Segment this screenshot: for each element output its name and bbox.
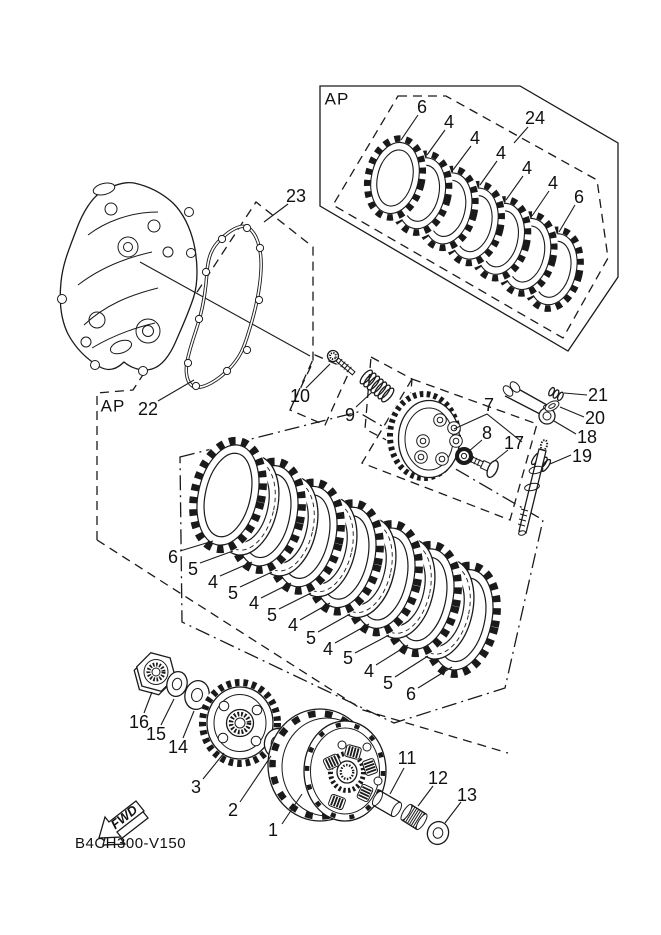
diagram-code: B4CH300-V150	[75, 835, 187, 852]
callout-11	[390, 748, 416, 794]
spring-pin	[548, 387, 565, 402]
leader-line	[355, 635, 389, 653]
callout-8	[468, 423, 492, 452]
part-number: 13	[456, 785, 478, 805]
part-number: 5	[382, 673, 394, 693]
part-number: 4	[521, 158, 533, 178]
leader-line	[144, 692, 152, 713]
leader-line	[390, 768, 404, 794]
part-number: 4	[469, 128, 481, 148]
callout-14	[168, 711, 194, 757]
region-label-left: AP	[100, 396, 126, 416]
pressure-plate	[386, 390, 462, 482]
callout-19	[550, 446, 592, 466]
part-number: 5	[187, 559, 199, 579]
part-number: 5	[305, 628, 317, 648]
part-number: 15	[145, 724, 167, 744]
part-number: 11	[397, 748, 417, 768]
callout-22	[138, 380, 194, 419]
callout-3	[191, 753, 224, 797]
needle-bearing	[399, 803, 429, 831]
callout-23	[264, 186, 306, 222]
part-number: 19	[571, 446, 593, 466]
crankcase-cover	[58, 181, 311, 375]
clutch-spring	[358, 368, 396, 403]
callout-21	[564, 385, 608, 405]
cover-gasket	[184, 224, 263, 389]
part-number: 5	[342, 648, 354, 668]
leader-line	[161, 699, 174, 725]
callout-13	[445, 785, 477, 823]
part-number: 5	[266, 605, 278, 625]
leader-line	[264, 204, 288, 222]
leader-line	[554, 421, 576, 434]
part-number: 7	[483, 395, 495, 415]
part-number: 21	[587, 385, 609, 405]
leader-line	[418, 786, 433, 806]
callout-20	[560, 407, 605, 428]
callout-10	[290, 364, 330, 406]
clutch-housing	[268, 709, 386, 821]
leader-line	[564, 393, 587, 395]
callout-4	[506, 158, 532, 200]
friction-plate-set	[355, 127, 593, 321]
part-number: 4	[287, 615, 299, 635]
part-number: 10	[289, 386, 311, 406]
callout-24	[514, 108, 545, 143]
callout-4	[453, 128, 480, 170]
part-number: 23	[285, 186, 307, 206]
leader-line	[183, 711, 194, 738]
leader-line	[550, 455, 571, 464]
part-number: 4	[547, 173, 559, 193]
leader-line	[203, 753, 224, 779]
part-number: 6	[416, 97, 428, 117]
leader-line	[395, 656, 428, 677]
part-number: 8	[481, 423, 493, 443]
part-number: 18	[576, 427, 598, 447]
region-label-top: AP	[324, 89, 350, 109]
part-number: 22	[137, 399, 159, 419]
part-number: 5	[227, 583, 239, 603]
callout-4	[427, 112, 454, 155]
part-number: 2	[227, 800, 239, 820]
part-number: 4	[322, 639, 334, 659]
callout-7	[484, 395, 494, 415]
part-number: 4	[363, 661, 375, 681]
part-number: 16	[128, 712, 150, 732]
part-number: 3	[190, 777, 202, 797]
part-number: 4	[248, 593, 260, 613]
part-number: 6	[405, 684, 417, 704]
callout-4	[532, 173, 558, 216]
part-number: 6	[573, 187, 585, 207]
spring-screw	[325, 348, 357, 377]
part-number: 4	[207, 572, 219, 592]
leader-line	[445, 802, 461, 823]
push-lever-assembly	[501, 380, 555, 424]
leader-line	[468, 440, 482, 452]
part-number: 6	[167, 547, 179, 567]
fwd-label: FWD	[107, 801, 141, 833]
leader-line	[560, 407, 584, 417]
part-number: 24	[524, 108, 546, 128]
push-rod-shaft	[518, 439, 548, 535]
part-number: 17	[503, 433, 525, 453]
callout-6	[559, 187, 584, 232]
part-number: 12	[427, 768, 449, 788]
callout-4	[480, 143, 506, 185]
leader-line	[356, 393, 371, 407]
callout-17	[493, 433, 524, 462]
leader-line	[158, 380, 194, 401]
part-number: 14	[167, 737, 189, 757]
part-number: 20	[584, 408, 606, 428]
callout-12	[418, 768, 448, 806]
bearing-washer	[424, 819, 452, 848]
callout-6	[401, 97, 427, 140]
part-number: 4	[443, 112, 455, 132]
part-number: 1	[267, 820, 279, 840]
part-number: 9	[344, 405, 356, 425]
part-number: 4	[495, 143, 507, 163]
